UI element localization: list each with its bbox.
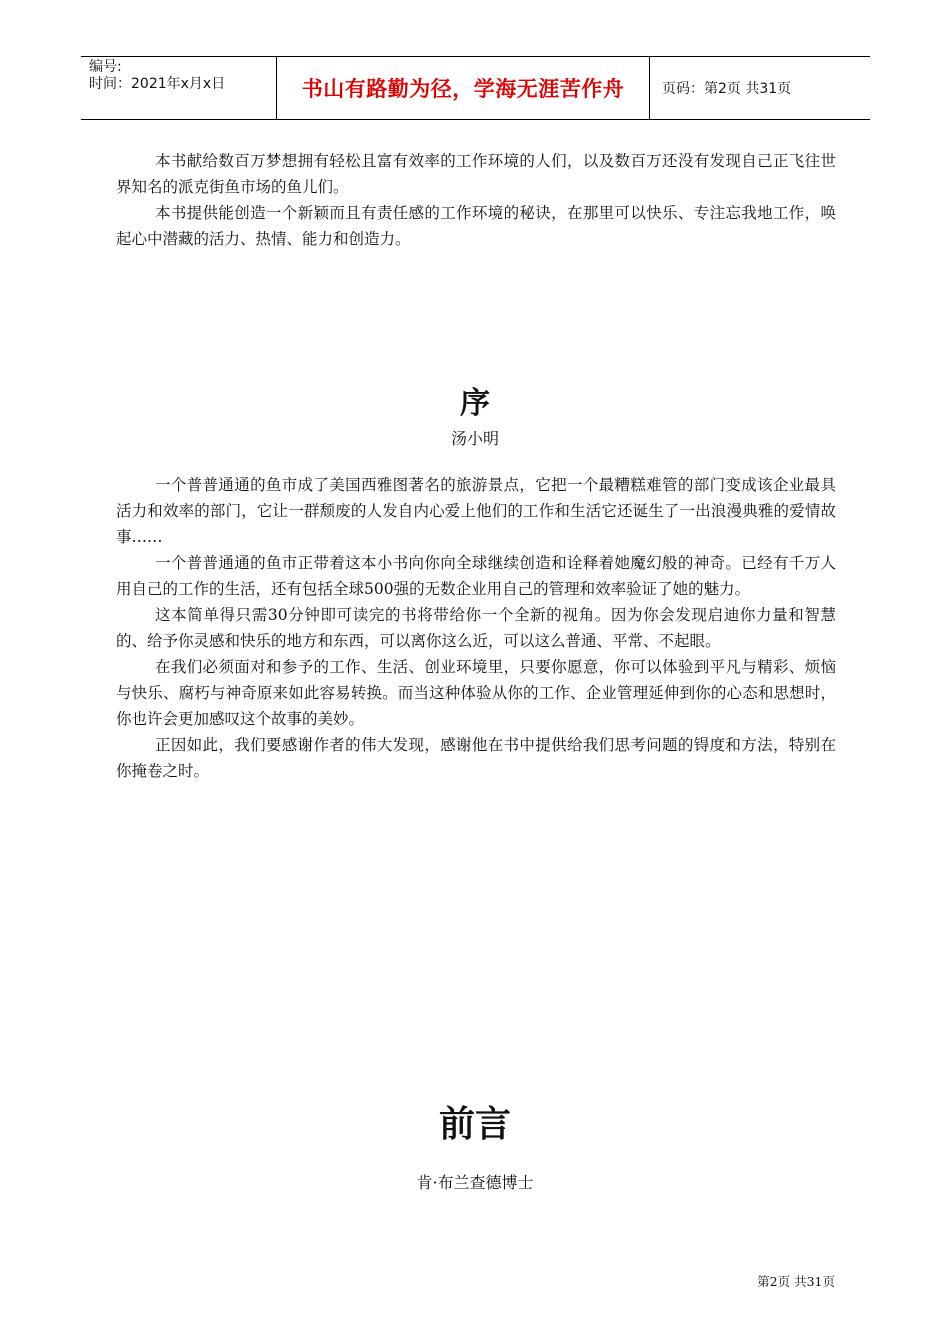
header-meta bbox=[81, 57, 277, 119]
preface-paragraph: 在我们必须面对和参予的工作、生活、创业环境里，只要你愿意，你可以体验到平凡与精彩、烦恼与快乐、腐朽与神奇原来如此容易转换。而当这种体验从你的工作、企业管理延伸到你的心态和思想时，你也许会更加感叹这个故事的美妙。 bbox=[116, 658, 836, 728]
preface-paragraph: 一个普普通通的鱼市成了美国西雅图著名的旅游景点，它把一个最糟糕难管的部门变成该企业最具活力和效率的部门，它让一群颓废的人发自内心爱上他们的工作和生活它还诞生了一出浪漫典雅的爱情故事…… bbox=[116, 476, 836, 546]
dedication bbox=[116, 148, 836, 252]
time-label: 时间：2021年x月x日 bbox=[89, 76, 226, 92]
preface-title: 序 bbox=[460, 386, 490, 421]
header-page-info: 页码：第2页 共31页 bbox=[662, 81, 792, 97]
page-header bbox=[81, 56, 870, 120]
serial-label: 编号: bbox=[89, 59, 122, 75]
page-footer: 第2页 共31页 bbox=[757, 1274, 835, 1289]
foreword-author: 肯·布兰查德博士 bbox=[416, 1173, 534, 1192]
preface-paragraph: 正因如此，我们要感谢作者的伟大发现，感谢他在书中提供给我们思考问题的锝度和方法，特别在你掩卷之时。 bbox=[116, 736, 836, 780]
preface-body bbox=[116, 472, 836, 784]
foreword-title: 前言 bbox=[438, 1103, 511, 1145]
header-motto: 书山有路勤为径，学海无涯苦作舟 bbox=[277, 57, 650, 119]
preface-paragraph: 这本简单得只需30分钟即可读完的书将带给你一个全新的视角。因为你会发现启迪你力量和智慧的、给予你灵感和快乐的地方和东西，可以离你这么近，可以这么普通、平常、不起眼。 bbox=[116, 606, 836, 650]
preface-paragraph: 一个普普通通的鱼市正带着这本小书向你向全球继续创造和诠释着她魔幻般的神奇。已经有千万人用自己的工作的生活，还有包括全球500强的无数企业用自己的管理和效率验证了她的魅力。 bbox=[116, 554, 836, 598]
preface-author: 汤小明 bbox=[450, 429, 499, 448]
dedication-paragraph: 本书提供能创造一个新颖而且有责任感的工作环境的秘诀，在那里可以快乐、专注忘我地工作，唤起心中潜藏的活力、热情、能力和创造力。 bbox=[116, 204, 836, 248]
dedication-paragraph: 本书献给数百万梦想拥有轻松且富有效率的工作环境的人们，以及数百万还没有发现自己正飞往世界知名的派克街鱼市场的鱼儿们。 bbox=[116, 152, 836, 196]
